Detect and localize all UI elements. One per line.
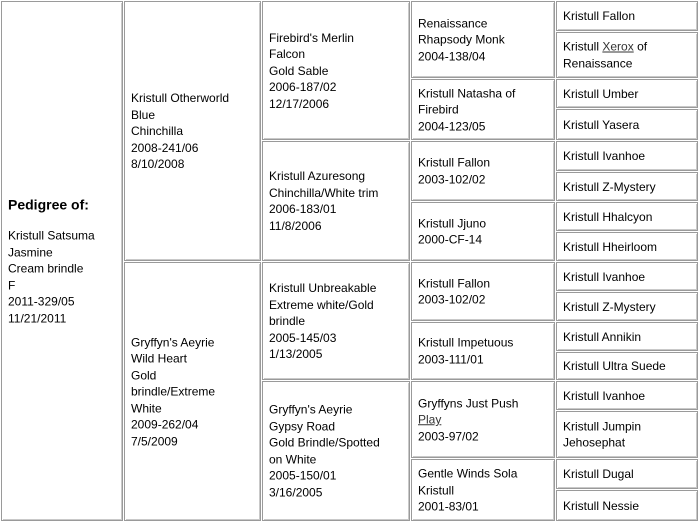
ggg-info: [563, 358, 693, 375]
ggg-cell: [556, 292, 698, 321]
subject-info: [8, 196, 118, 327]
ggg-cell: [556, 79, 698, 108]
ggg-cell: [556, 262, 698, 291]
ggg-name: Kristull Umber: [563, 86, 639, 101]
great-grandparent-info: [418, 335, 550, 368]
great-grandparent-cell: [411, 322, 555, 380]
ggg-info: [563, 418, 693, 451]
great-grandparent-line: Kristull Impetuous: [418, 335, 514, 350]
dam-line: Wild Heart: [131, 351, 188, 366]
ggg-cell: [556, 1, 698, 31]
xerox-link[interactable]: Xerox: [602, 39, 634, 54]
ggg-cell: [556, 141, 698, 171]
great-grandparent-line: 2003-111/01: [418, 352, 484, 366]
grandparent-line: 2006-183/01: [269, 202, 337, 216]
great-grandparent-line: 2003-102/02: [418, 292, 486, 307]
ggg-info: [563, 116, 693, 133]
grandparent-line: 2005-150/01: [269, 468, 337, 483]
subject-name-1: Kristull Satsuma: [8, 228, 95, 243]
ggg-name: Kristull Hheirloom: [563, 239, 658, 254]
ggg-cell: [556, 490, 698, 521]
sire-info: [131, 90, 256, 173]
grandparent-info: [269, 29, 405, 112]
great-grandparent-line: 2003-102/02: [418, 172, 486, 186]
ggg-info: [563, 208, 693, 225]
ggg-info: [563, 298, 693, 315]
great-grandparent-cell: [411, 141, 555, 201]
ggg-info: [563, 39, 693, 72]
great-grandparent-line: 2004-138/04: [418, 48, 486, 63]
ggg-name: Kristull Ivanhoe: [563, 269, 646, 284]
grandparent-line: Chinchilla/White trim: [269, 185, 379, 200]
ggg-name: Kristull Annikin: [563, 329, 642, 344]
ggg-info: [563, 268, 693, 285]
great-grandparent-line: Gryffyns Just Push: [418, 395, 519, 410]
dam-info: [131, 334, 256, 450]
ggg-name: Kristull Dugal: [563, 466, 634, 481]
ggg-cell: [556, 32, 698, 78]
ggg-name-prefix: Kristull: [563, 39, 600, 54]
grandparent-line: Gryffyn's Aeyrie: [269, 402, 353, 417]
grandparent-cell: [262, 262, 410, 380]
ggg-name: Kristull Yasera: [563, 117, 640, 132]
great-grandparent-cell: [411, 202, 555, 261]
great-grandparent-cell: [411, 262, 555, 321]
sire-line: Blue: [131, 107, 156, 122]
ggg-name: Kristull Ultra Suede: [563, 358, 666, 373]
grandparent-line: 11/8/2006: [269, 218, 322, 233]
great-grandparent-info: [418, 395, 550, 445]
great-grandparent-line: Kristull Natasha of: [418, 85, 516, 100]
subject-reg: 2011-329/05: [8, 294, 75, 309]
ggg-cell: [556, 411, 698, 458]
grandparent-cell: [262, 381, 410, 521]
ggg-info: [563, 328, 693, 345]
great-grandparent-line: Kristull Fallon: [418, 276, 491, 290]
ggg-info: [563, 85, 693, 102]
ggg-info: [563, 238, 693, 255]
ggg-name: Kristull Jumpin Jehosephat: [563, 419, 642, 450]
grandparent-line: 1/13/2005: [269, 346, 323, 361]
great-grandparent-line: Gentle Winds Sola: [418, 466, 518, 481]
ggg-name: [563, 39, 693, 72]
dam-line: Gryffyn's Aeyrie: [131, 334, 215, 349]
grandparent-line: Kristull Unbreakable: [269, 280, 377, 295]
ggg-cell: [556, 381, 698, 410]
grandparent-cell: [262, 1, 410, 140]
subject-name-2: Jasmine: [8, 245, 53, 259]
ggg-info: [563, 497, 693, 514]
great-grandparent-cell: [411, 79, 555, 140]
dam-line: White: [131, 400, 162, 415]
great-grandparent-line: Rhapsody Monk: [418, 32, 505, 47]
great-grandparent-line: Kristull Fallon: [418, 155, 491, 170]
grandparent-line: Firebird's Merlin: [269, 30, 354, 45]
ggg-name: Kristull Z-Mystery: [563, 179, 656, 194]
grandparent-line: brindle: [269, 313, 306, 328]
ggg-cell: [556, 172, 698, 201]
sire-line: 2008-241/06: [131, 140, 199, 155]
great-grandparent-cell: [411, 381, 555, 458]
great-grandparent-cell: [411, 1, 555, 78]
dam-line: brindle/Extreme: [131, 384, 216, 399]
great-grandparent-line: 2000-CF-14: [418, 232, 483, 247]
ggg-cell: [556, 322, 698, 351]
grandparent-line: 2005-145/03: [269, 330, 337, 345]
great-grandparent-info: [418, 275, 550, 308]
pedigree-header: Pedigree of:: [8, 196, 89, 213]
grandparent-line: Gypsy Road: [269, 419, 336, 433]
play-link[interactable]: Play: [418, 412, 442, 427]
great-grandparent-line: 2001-83/01: [418, 499, 479, 514]
great-grandparent-line: 2004-123/05: [418, 118, 486, 133]
grandparent-line: Gold Brindle/Spotted: [269, 435, 380, 450]
ggg-cell: [556, 352, 698, 380]
grandparent-line: 2006-187/02: [269, 79, 337, 94]
great-grandparent-info: [418, 155, 550, 188]
dam-line: Gold: [131, 367, 157, 382]
ggg-cell: [556, 109, 698, 140]
grandparent-info: [269, 168, 405, 234]
great-grandparent-info: [418, 215, 550, 248]
great-grandparent-line: Renaissance: [418, 15, 488, 30]
subject-cell: [1, 1, 123, 521]
grandparent-line: Extreme white/Gold: [269, 297, 374, 312]
grandparent-line: Falcon: [269, 46, 306, 61]
subject-sex: F: [8, 278, 16, 292]
subject-color: Cream brindle: [8, 261, 84, 276]
great-grandparent-info: [418, 85, 550, 135]
ggg-info: [563, 178, 693, 195]
grandparent-cell: [262, 141, 410, 261]
ggg-name: Kristull Fallon: [563, 8, 636, 23]
great-grandparent-info: [418, 465, 550, 515]
ggg-cell: [556, 232, 698, 261]
sire-line: Chinchilla: [131, 123, 184, 138]
ggg-cell: [556, 459, 698, 489]
dam-line: 7/5/2009: [131, 433, 178, 448]
ggg-info: [563, 148, 693, 165]
grandparent-line: Gold Sable: [269, 63, 329, 78]
sire-line: 8/10/2008: [131, 156, 185, 171]
ggg-cell: [556, 202, 698, 231]
ggg-info: [563, 387, 693, 404]
ggg-name-suffix: of Renaissance: [563, 39, 648, 70]
great-grandparent-line: Kristull Jjuno: [418, 216, 487, 230]
great-grandparent-line: Kristull: [418, 482, 455, 497]
ggg-info: [563, 8, 693, 25]
great-grandparent-info: [418, 15, 550, 65]
great-grandparent-line: 2003-97/02: [418, 428, 479, 443]
grandparent-line: 12/17/2006: [269, 96, 330, 111]
ggg-info: [563, 466, 693, 483]
great-grandparent-cell: [411, 459, 555, 521]
subject-dob: 11/21/2011: [8, 311, 67, 325]
ggg-name: Kristull Hhalcyon: [563, 209, 653, 224]
ggg-name: Kristull Ivanhoe: [563, 388, 646, 403]
sire-cell: [124, 1, 261, 261]
ggg-name: Kristull Z-Mystery: [563, 299, 656, 314]
great-grandparent-line: Firebird: [418, 102, 459, 117]
grandparent-line: 3/16/2005: [269, 485, 323, 499]
ggg-name: Kristull Nessie: [563, 498, 640, 513]
grandparent-line: on White: [269, 452, 317, 466]
dam-cell: [124, 262, 261, 521]
grandparent-info: [269, 280, 405, 363]
sire-line: Kristull Otherworld: [131, 90, 230, 105]
ggg-name: Kristull Ivanhoe: [563, 148, 646, 163]
dam-line: 2009-262/04: [131, 417, 199, 432]
grandparent-info: [269, 402, 405, 501]
grandparent-line: Kristull Azuresong: [269, 169, 366, 183]
